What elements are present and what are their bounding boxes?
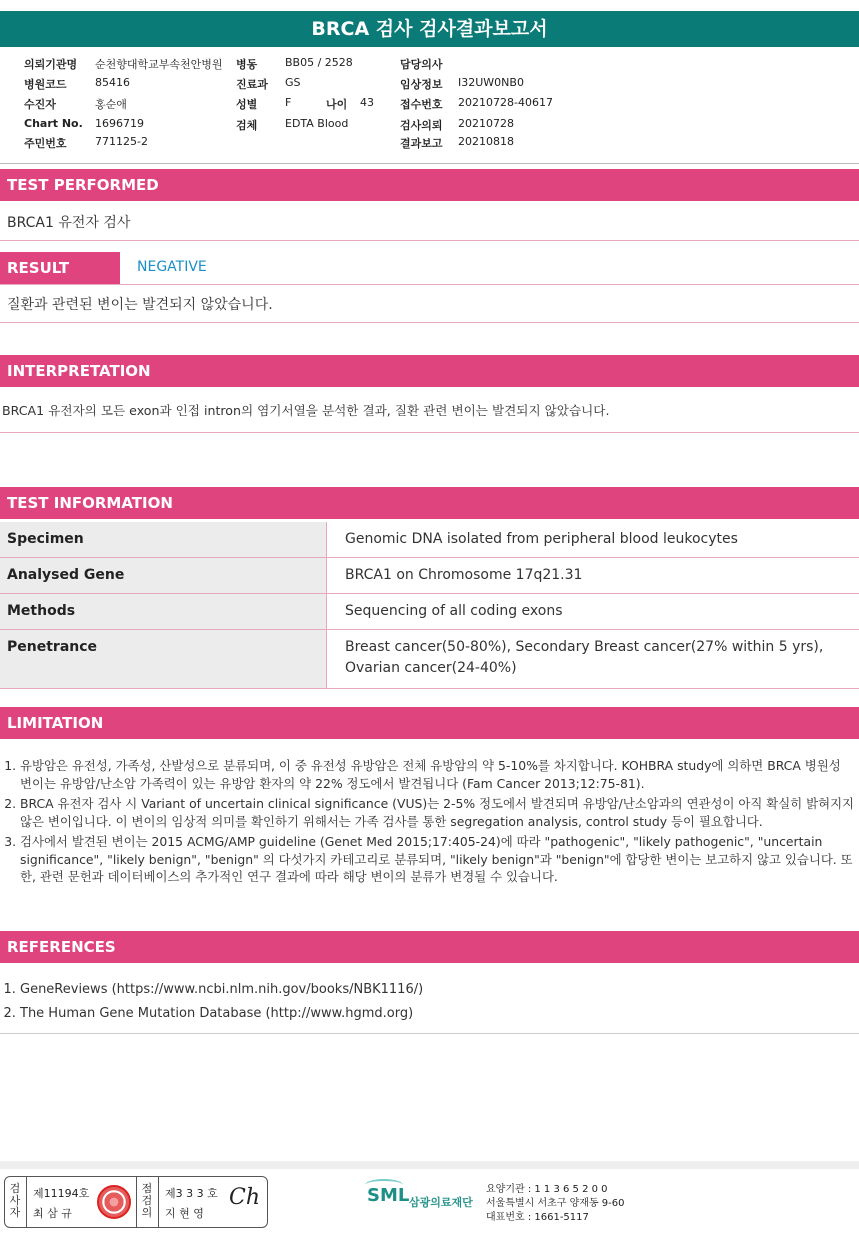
dept-value: GS — [285, 76, 301, 89]
info-key: Penetrance — [0, 630, 327, 689]
logo-swoosh-icon — [365, 1179, 403, 1191]
list-item: 1. 유방암은 유전성, 가족성, 산발성으로 분류되며, 이 중 유전성 유방암은 전체 유방암의 약 5-10%를 차지합니다. KOHBRA study에 의하면 BRCA 병원성 변이는 유방암/난소암 가족력이 있는 유방암 환자의 약 22% 정도에서 발견됩니다 (Fam Cancer 2013;12:75-81). — [20, 757, 859, 792]
reviewer-label: 점검의 — [141, 1182, 153, 1219]
references-heading: REFERENCES — [0, 931, 859, 963]
result-divider — [0, 284, 859, 285]
report-date-label: 결과보고 — [400, 137, 443, 150]
hospital-code-value: 85416 — [95, 76, 130, 89]
references-list — [0, 978, 859, 1026]
info-value: Sequencing of all coding exons — [327, 594, 859, 630]
signature-divider — [158, 1177, 159, 1227]
examiner-license: 제11194호 — [33, 1187, 90, 1200]
sml-logo — [367, 1185, 409, 1206]
request-date-value: 20210728 — [458, 117, 514, 130]
info-key: Analysed Gene — [0, 558, 327, 594]
receipt-no-label: 접수번호 — [400, 98, 443, 111]
result-text-divider — [0, 322, 859, 323]
org-name: 삼광의료재단 — [409, 1196, 473, 1209]
dept-label: 진료과 — [236, 78, 268, 91]
id-no-value: 771125-2 — [95, 135, 148, 148]
info-value: Breast cancer(50-80%), Secondary Breast cancer(27% within 5 yrs), Ovarian cancer(24-40%) — [327, 630, 859, 689]
lab-address: 서울특별시 서초구 양재동 9-60 — [486, 1198, 625, 1209]
age-label: 나이 — [326, 98, 348, 111]
table-row — [0, 558, 859, 594]
logo-text: SML — [367, 1185, 410, 1206]
hospital-label: 의뢰기관명 — [24, 58, 78, 71]
table-row — [0, 594, 859, 630]
list-item: 1. GeneReviews (https://www.ncbi.nlm.nih.gov/books/NBK1116/) — [20, 978, 859, 1002]
sex-label: 성별 — [236, 98, 258, 111]
doctor-label: 담당의사 — [400, 58, 443, 71]
table-row — [0, 522, 859, 558]
ward-value: BB05 / 2528 — [285, 56, 353, 69]
ward-label: 병동 — [236, 58, 258, 71]
test-performed-text: BRCA1 유전자 검사 — [7, 215, 131, 231]
interpretation-divider — [0, 432, 859, 433]
result-value: NEGATIVE — [137, 259, 207, 275]
list-item: 3. 검사에서 발견된 변이는 2015 ACMG/AMP guideline (Genet Med 2015;17:405-24)에 따라 "pathogenic", "likely pathogenic", "uncertain significance", "likely benign", "benign" 의 다섯가지 카테고리로 분류되며, "likely benign"과 "benign"에 합당한 변이는 보고하지 않고 있습니다. 또한, 관련 문헌과 데이터베이스의 추가적인 연구 결과에 따라 해당 변이의 분류가 변경될 수 있습니다. — [20, 833, 859, 886]
chart-no-label: Chart No. — [24, 117, 83, 130]
patient-value: 홍순애 — [95, 98, 127, 111]
hospital-value: 순천향대학교부속천안병원 — [95, 58, 223, 71]
limitation-heading: LIMITATION — [0, 707, 859, 739]
report-date-value: 20210818 — [458, 135, 514, 148]
interpretation-heading: INTERPRETATION — [0, 355, 859, 387]
request-date-label: 검사의뢰 — [400, 119, 443, 132]
examiner-label: 검사자 — [9, 1182, 21, 1219]
signature-divider — [136, 1177, 137, 1227]
info-value: BRCA1 on Chromosome 17q21.31 — [327, 558, 859, 594]
specimen-value: EDTA Blood — [285, 117, 349, 130]
id-no-label: 주민번호 — [24, 137, 67, 150]
interpretation-text: BRCA1 유전자의 모든 exon과 인접 intron의 염기서열을 분석한 결과, 질환 관련 변이는 발견되지 않았습니다. — [2, 403, 610, 418]
lab-info — [486, 1183, 625, 1225]
lab-phone: 대표번호 : 1661-5117 — [486, 1212, 589, 1223]
footer-band — [0, 1161, 859, 1169]
test-performed-heading: TEST PERFORMED — [0, 169, 859, 201]
test-information-table — [0, 522, 859, 689]
reviewer-name: 지 현 영 — [165, 1207, 204, 1220]
info-key: Specimen — [0, 522, 327, 558]
list-item: 2. BRCA 유전자 검사 시 Variant of uncertain clinical significance (VUS)는 2-5% 정도에서 발견되며 유방암/난소암과의 연관성이 아직 확실히 밝혀지지 않은 변이입니다. 이 변이의 임상적 의미를 확인하기 위해서는 가족 검사를 통한 segregation analysis, control study 등이 필요합니다. — [20, 795, 859, 830]
test-information-heading: TEST INFORMATION — [0, 487, 859, 519]
report-title: BRCA 검사 검사결과보고서 — [0, 11, 859, 47]
info-key: Methods — [0, 594, 327, 630]
reviewer-license: 제3 3 3 호 — [165, 1187, 218, 1200]
signature-box — [4, 1176, 268, 1228]
specimen-label: 검체 — [236, 119, 258, 132]
limitation-list — [0, 757, 859, 889]
receipt-no-value: 20210728-40617 — [458, 96, 553, 109]
test-performed-divider — [0, 240, 859, 241]
lab-code: 요양기관 : 1 1 3 6 5 2 0 0 — [486, 1184, 608, 1195]
info-value: Genomic DNA isolated from peripheral blood leukocytes — [327, 522, 859, 558]
references-divider — [0, 1033, 859, 1034]
header-divider — [0, 163, 859, 164]
age-value: 43 — [360, 96, 374, 109]
signature-divider — [26, 1177, 27, 1227]
clinical-info-value: I32UW0NB0 — [458, 76, 524, 89]
examiner-name: 최 삼 규 — [33, 1207, 72, 1220]
seal-stamp-icon — [97, 1185, 131, 1219]
chart-no-value: 1696719 — [95, 117, 144, 130]
table-row — [0, 630, 859, 689]
hospital-code-label: 병원코드 — [24, 78, 67, 91]
list-item: 2. The Human Gene Mutation Database (http://www.hgmd.org) — [20, 1002, 859, 1026]
clinical-info-label: 임상정보 — [400, 78, 443, 91]
signature-mark: Ch — [229, 1185, 261, 1210]
result-text: 질환과 관련된 변이는 발견되지 않았습니다. — [7, 297, 273, 313]
sex-value: F — [285, 96, 292, 109]
result-heading: RESULT — [0, 252, 120, 284]
patient-label: 수진자 — [24, 98, 56, 111]
